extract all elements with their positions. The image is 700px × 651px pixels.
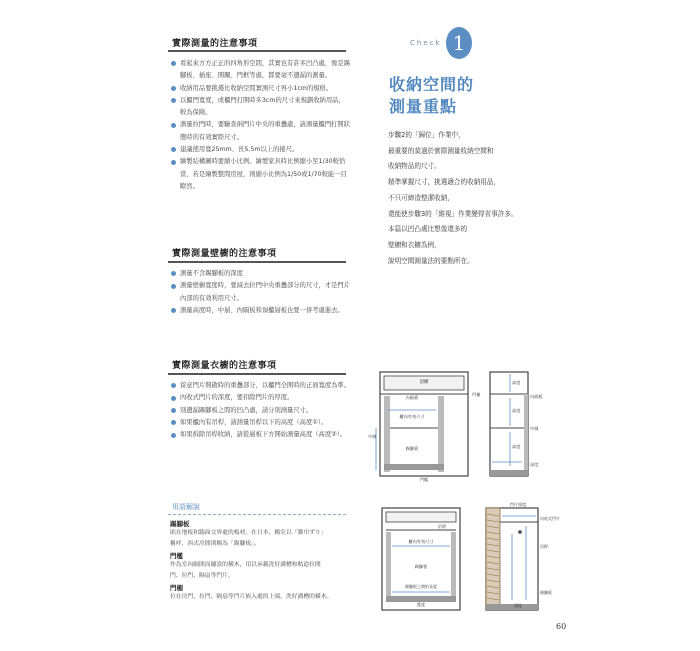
- intro-line: 說明空間測量法的要點所在。: [388, 256, 474, 265]
- label-inner-width: 櫃內有效尺寸: [399, 414, 425, 419]
- list-item: 測量壁櫥寬度時，要減去拉門中央重疊部分的尺寸，才是門片內部的有效利用尺寸。: [170, 280, 350, 305]
- section1-rule: [168, 50, 346, 52]
- check-number-badge: 1: [446, 27, 472, 59]
- intro-line: 壁櫥和衣櫥為例，: [388, 240, 441, 249]
- label-middle-2: 中層: [530, 426, 539, 431]
- label-width: 寬度: [416, 602, 426, 607]
- glossary-def-line: 貼在地板和牆面交界處的板材。在日本，稱室以「雜巾ずり」: [170, 530, 327, 536]
- list-item: 繪製結構圖時要縮小比例。繪製家具時比例縮小至1/30較恰當，若是繪製整間房屋，則縮小比例為1/50或1/70較能一目瞭然。: [170, 156, 350, 193]
- intro-line: 還能使步驟3的「維視」作業變得省事許多。: [388, 209, 518, 218]
- label-inner-shelf: 內隔板: [405, 395, 419, 400]
- label-skirting-3: 踢腳板: [540, 590, 552, 595]
- list-item: 如果櫃內有吊桿，請測量吊桿以下的高度（高度①）。: [170, 417, 350, 429]
- label-rail: 吊桿: [437, 524, 447, 529]
- intro-line: 不只可締造整潔收納，: [388, 193, 454, 202]
- list-item: 內收式門片的深度，要扣除門片的厚度。: [170, 392, 350, 404]
- section2-list: [170, 268, 350, 317]
- list-item: 建議使用寬25mm、長5.5m以上的捲尺。: [170, 144, 350, 156]
- glossary-term: 門楣: [170, 584, 183, 592]
- glossary-def-line: 稱呼，西式房間則稱為「踢腳板」。: [170, 540, 260, 547]
- intro-line: 收納物品的尺寸。: [388, 162, 441, 171]
- label-depth: 深度: [530, 462, 539, 467]
- list-item: 測量高度時，中層、內隔板和頂櫃層板也要一併考慮進去。: [170, 305, 350, 317]
- check-label: Check: [410, 39, 442, 47]
- intro-line: 本篇以凹凸處比想像還多的: [388, 225, 468, 234]
- closet-front-diagram: [366, 366, 484, 486]
- label-height-3: 高度: [512, 444, 521, 449]
- section3-list: [170, 380, 350, 441]
- glossary-divider: [168, 514, 346, 515]
- label-middle: 中層: [368, 434, 377, 439]
- intro-line: 最重要的莫過於實際測量收納空間和: [388, 146, 494, 155]
- section1-title: 實際測量的注意事項: [172, 39, 258, 49]
- list-item: 留意門片開啟時的重疊部分，以櫃門全開時的正面寬度為準。: [170, 380, 350, 392]
- label-hang: 吊桿: [540, 544, 548, 549]
- label-door-thickness: 門片厚度: [509, 502, 527, 507]
- label-door-sill: 門檻: [419, 477, 429, 482]
- list-item: 如果拆除吊桿收納，請從層板下方開始測量高度（高度②）。: [170, 429, 350, 441]
- list-item: 別遺漏踢腳板之間的凹凸處，請分別測量尺寸。: [170, 405, 350, 417]
- glossary-heading: 用語解說: [172, 503, 200, 511]
- section2-title: 實際測量壁櫥的注意事項: [172, 249, 277, 259]
- glossary-def-line: 作為室內隔間而鋪設的橫木，用以承載洗好溝槽和軌道拉開: [170, 562, 321, 568]
- glossary-term: 門檻: [170, 552, 183, 560]
- check-title-line1: 收納空間的: [389, 75, 475, 94]
- label-height: 高度: [512, 380, 521, 385]
- label-height-2: 高度: [512, 408, 521, 413]
- label-inner-width-2: 櫃內有效尺寸: [408, 539, 434, 544]
- section1-list: [170, 58, 350, 193]
- label-skirting-gap: 踢腳板之間的長度: [405, 584, 437, 589]
- glossary-def-line: 門、拉門、隔扇等門片。: [170, 572, 234, 579]
- section3-title: 實際測量衣櫥的注意事項: [172, 361, 277, 371]
- intro-line: 精準掌握尺寸，挑選適合的收納用品，: [388, 178, 501, 187]
- intro-line: 步驟2的「歸位」作業中，: [388, 131, 465, 139]
- section3-rule: [168, 373, 346, 375]
- list-item: 以櫃門寬度，或櫃門打開時多3cm的尺寸來規劃收納用品，較為保險。: [170, 95, 350, 120]
- list-item: 收納用品要挑選比收納空間實測尺寸再小1cm的規格。: [170, 83, 350, 95]
- list-item: 看起來方方正正的四角形空間，其實也有許多凹凸處，像是踢腳板、插座、開關、門框等處，都要毫不遺漏的測量。: [170, 58, 350, 83]
- label-skirting: 踢腳板: [405, 446, 419, 451]
- page-number: 60: [556, 622, 567, 631]
- wardrobe-side-diagram: [482, 498, 572, 614]
- glossary-def-line: 位在房門、拉門、隔扇等門片嵌入處的上端，洗好溝槽的橫木。: [170, 594, 333, 600]
- check-title-line2: 測量重點: [389, 97, 458, 116]
- wardrobe-front-diagram: [372, 498, 470, 614]
- label-depth-2: 深度: [514, 603, 522, 608]
- glossary-term: 踢腳板: [170, 520, 190, 528]
- label-inner-shelf-2: 內隔板: [530, 394, 543, 399]
- label-skirting-2: 踢腳板: [414, 564, 428, 569]
- label-inner-depth: 內收式門片: [540, 516, 560, 521]
- list-item: 測量不含踢腳板的深度: [170, 268, 350, 280]
- label-door-top: 門楣: [472, 392, 481, 397]
- intro-text: [388, 128, 598, 269]
- glossary-list: [170, 519, 350, 603]
- list-item: 測量拉門時，要驗查兩門片中央的重疊處，請測量櫃門打開狀態時的有效實際尺寸。: [170, 119, 350, 144]
- section2-rule: [168, 261, 346, 263]
- closet-side-diagram: [484, 366, 554, 486]
- label-top-cabinet: 頂櫃: [419, 380, 429, 385]
